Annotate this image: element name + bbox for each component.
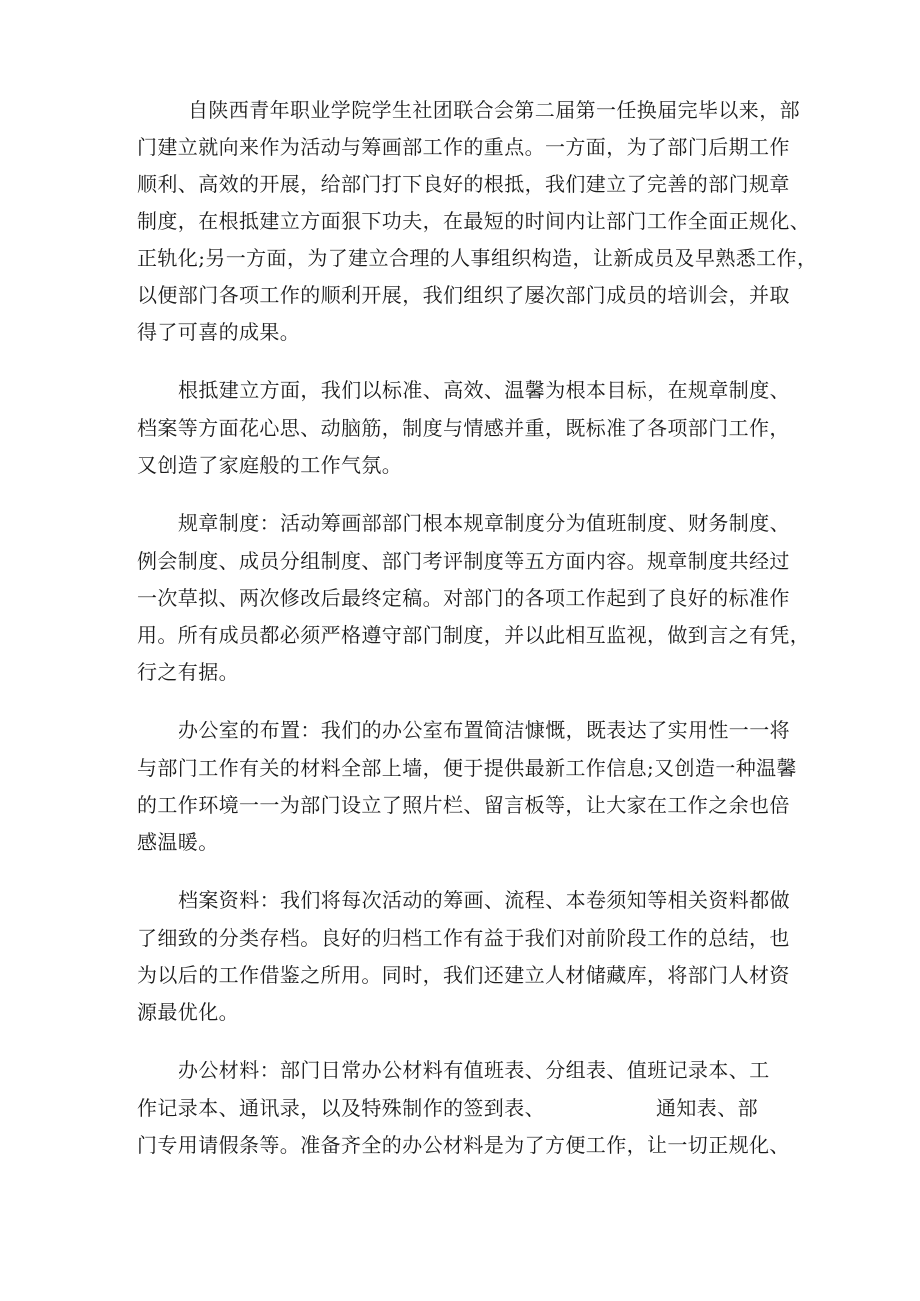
paragraph-1-line-2: 门建立就向来作为活动与筹画部工作的重点。一方面，为了部门后期工作	[137, 135, 790, 159]
paragraph-2-line-3: 又创造了家庭般的工作气氛。	[137, 453, 403, 477]
paragraph-3-line-4: 用。所有成员都必须严格遵守部门制度，并以此相互监视，做到言之有凭，	[137, 623, 811, 647]
paragraph-6-line-2: 作记录本、通讯录，以及特殊制作的签到表、	[137, 1096, 545, 1120]
paragraph-1-line-3: 顺利、高效的开展，给部门打下良好的根抵，我们建立了完善的部门规章	[137, 172, 790, 196]
paragraph-5-line-4: 源最优化。	[137, 1000, 239, 1024]
paragraph-1-line-7: 得了可喜的成果。	[137, 320, 301, 344]
paragraph-3-line-2: 例会制度、成员分组制度、部门考评制度等五方面内容。规章制度共经过	[137, 549, 790, 573]
paragraph-6-line-2-tail: 通知表、部	[656, 1096, 758, 1120]
paragraph-1-line-1: 自陕西青年职业学院学生社团联合会第二届第一任换届完毕以来，部	[188, 98, 800, 122]
paragraph-4-line-2: 与部门工作有关的材料全部上墙，便于提供最新工作信息;又创造一种温馨	[137, 756, 797, 780]
paragraph-4-line-4: 感温暖。	[137, 830, 219, 854]
paragraph-2-line-2: 档案等方面花心思、动脑筋，制度与情感并重，既标准了各项部门工作，	[137, 416, 790, 440]
paragraph-2-line-1: 根抵建立方面，我们以标准、高效、温馨为根本目标，在规章制度、	[178, 378, 790, 402]
paragraph-3-line-3: 一次草拟、两次修改后最终定稿。对部门的各项工作起到了良好的标准作	[137, 586, 790, 610]
paragraph-1-line-6: 以便部门各项工作的顺利开展，我们组织了屡次部门成员的培训会，并取	[137, 283, 790, 307]
paragraph-5-line-2: 了细致的分类存档。良好的归档工作有益于我们对前阶段工作的总结，也	[137, 926, 790, 950]
paragraph-4-line-1: 办公室的布置：我们的办公室布置简洁慷慨，既表达了实用性一一将	[178, 718, 790, 742]
paragraph-6-line-3: 门专用请假条等。准备齐全的办公材料是为了方便工作，让一切正规化、	[137, 1133, 790, 1157]
paragraph-6-line-1: 办公材料：部门日常办公材料有值班表、分组表、值班记录本、工	[178, 1058, 770, 1082]
paragraph-5-line-3: 为以后的工作借鉴之所用。同时，我们还建立人材储藏库，将部门人材资	[137, 963, 790, 987]
paragraph-1-line-5: 正轨化;另一方面，为了建立合理的人事组织构造，让新成员及早熟悉工作，	[137, 246, 818, 270]
paragraph-1-line-4: 制度，在根抵建立方面狠下功夫，在最短的时间内让部门工作全面正规化、	[137, 209, 811, 233]
paragraph-5-line-1: 档案资料：我们将每次活动的筹画、流程、本卷须知等相关资料都做	[178, 888, 790, 912]
paragraph-3-line-5: 行之有据。	[137, 660, 239, 684]
paragraph-3-line-1: 规章制度：活动筹画部部门根本规章制度分为值班制度、财务制度、	[178, 511, 790, 535]
paragraph-4-line-3: 的工作环境一一为部门设立了照片栏、留言板等，让大家在工作之余也倍	[137, 793, 790, 817]
